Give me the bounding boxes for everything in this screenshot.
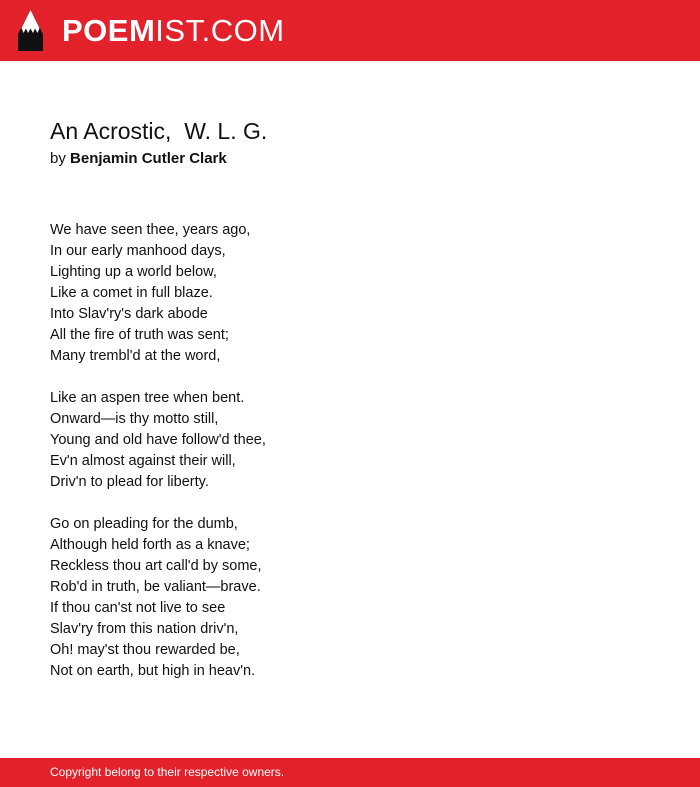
pencil-tip-icon[interactable]: [18, 10, 43, 51]
poem-stanza: [50, 388, 650, 493]
poem-line: Oh! may'st thou rewarded be,: [50, 642, 240, 658]
poem-line: Ev'n almost against their will,: [50, 453, 236, 469]
logo-brand-light: IST.COM: [155, 13, 285, 48]
byline-label: by: [50, 150, 66, 167]
logo-brand-bold: POEM: [62, 13, 156, 48]
poem-line: Go on pleading for the dumb,: [50, 516, 238, 532]
poem-line: Slav'ry from this nation driv'n,: [50, 621, 239, 637]
poem-line: Many trembl'd at the word,: [50, 348, 221, 364]
poem-author: Benjamin Cutler Clark: [70, 150, 227, 167]
site-header: [0, 0, 700, 61]
poem-line: Like a comet in full blaze.: [50, 285, 213, 301]
poem-line: Although held forth as a knave;: [50, 537, 250, 553]
poem-line: Reckless thou art call'd by some,: [50, 558, 262, 574]
poem-title: An Acrostic, W. L. G.: [50, 118, 268, 144]
poem-stanza: [50, 220, 650, 367]
poem-line: Driv'n to plead for liberty.: [50, 474, 209, 490]
site-footer: [0, 758, 700, 787]
poem-line: Onward—is thy motto still,: [50, 411, 219, 427]
poem-byline: [50, 148, 650, 170]
poem-stanza: [50, 514, 650, 682]
poem-line: Young and old have follow'd thee,: [50, 432, 266, 448]
poem-line: In our early manhood days,: [50, 243, 226, 259]
poem-line: Into Slav'ry's dark abode: [50, 306, 208, 322]
poem-line: Not on earth, but high in heav'n.: [50, 663, 256, 679]
copyright-text: Copyright belong to their respective owners.: [50, 765, 285, 779]
poem-line: Rob'd in truth, be valiant—brave.: [50, 579, 261, 595]
poem-line: If thou can'st not live to see: [50, 600, 226, 616]
poem-line: Like an aspen tree when bent.: [50, 390, 245, 406]
poem-content: [50, 115, 650, 703]
poem-body: [50, 220, 650, 682]
poem-line: Lighting up a world below,: [50, 264, 217, 280]
site-logo[interactable]: [62, 12, 285, 50]
poem-line: All the fire of truth was sent;: [50, 327, 229, 343]
poem-line: We have seen thee, years ago,: [50, 222, 251, 238]
